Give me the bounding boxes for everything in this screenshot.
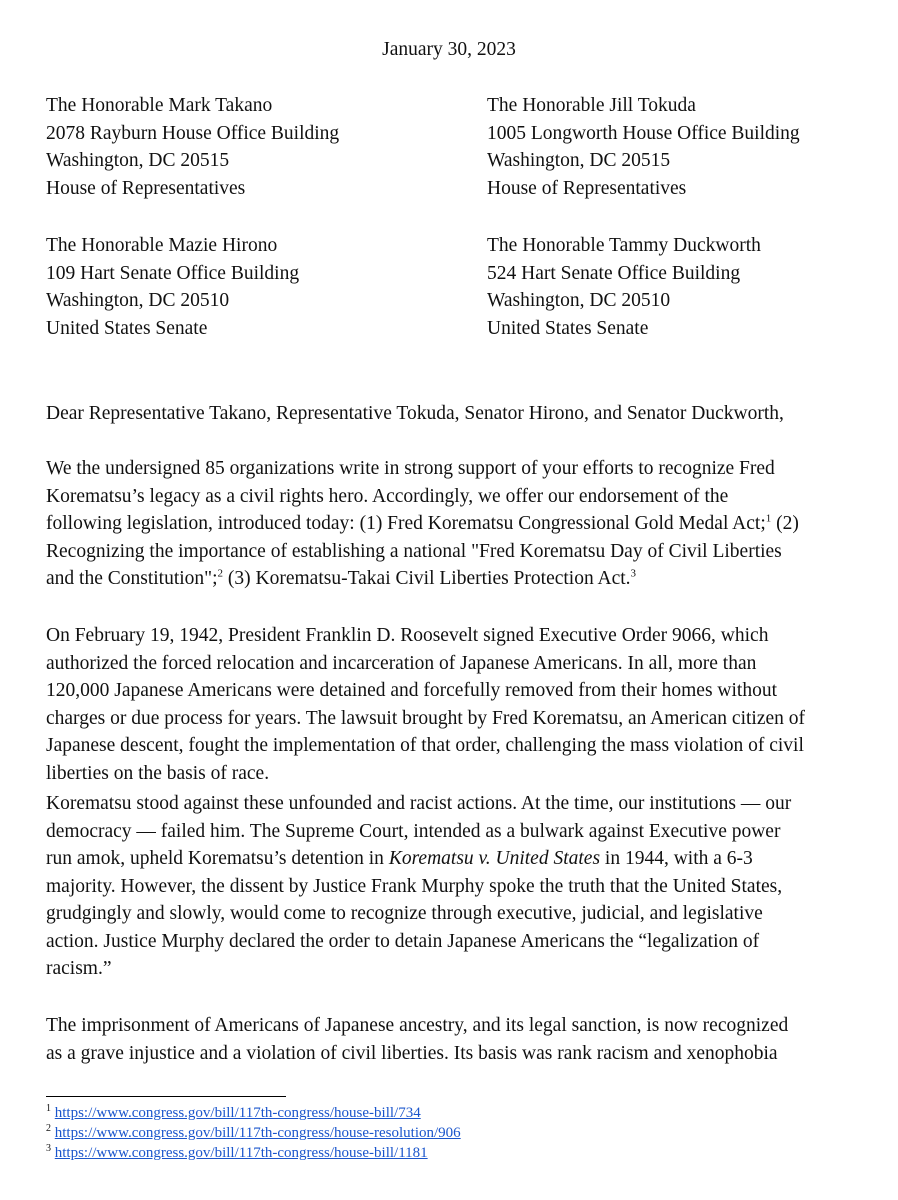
paragraph-line: charges or due process for years. The lawsuit brought by Fred Korematsu, an American citizen of [46,707,806,729]
paragraph-line [46,845,862,873]
paragraph-line: The imprisonment of Americans of Japanese ancestry, and its legal sanction, is now recognized [46,1015,789,1036]
paragraph-line: On February 19, 1942, President Franklin D. Roosevelt signed Executive Order 9066, which [46,625,769,646]
case-name: Korematsu v. United States [388,848,601,869]
line-text: in 1944, with a 6-3 [600,848,753,869]
line-text: (3) Korematsu-Takai Civil Liberties Protection Act. [223,568,631,589]
line-text: following legislation, introduced today: (1) Fred Korematsu Congressional Gold Medal Act; [46,513,766,534]
recipient-body: House of Representatives [487,177,687,199]
recipient-address-hirono [46,232,299,342]
recipient-address-tokuda [487,92,800,202]
recipient-office: 1005 Longworth House Office Building [487,122,800,144]
recipient-body: United States Senate [487,317,649,339]
recipient-city: Washington, DC 20510 [487,290,671,311]
footnote-1 [46,1103,461,1123]
footnote-ref-3: 3 [630,567,637,580]
paragraph-injustice [46,1012,862,1067]
line-text: and the Constitution"; [46,568,218,589]
recipient-city: Washington, DC 20510 [46,290,230,311]
paragraph-line: Recognizing the importance of establishing a national "Fred Korematsu Day of Civil Liberties [46,540,782,562]
footnote-ref-2: 2 [217,567,224,580]
paragraph-line [46,510,862,538]
recipient-name: The Honorable Jill Tokuda [487,95,696,116]
recipient-address-duckworth [487,232,761,342]
footnote-3 [46,1143,461,1163]
recipient-body: House of Representatives [46,177,246,199]
recipient-city: Washington, DC 20515 [46,150,230,171]
recipient-office: 109 Hart Senate Office Building [46,262,300,284]
recipient-office: 2078 Rayburn House Office Building [46,122,340,144]
paragraph-supreme-court [46,790,862,983]
recipient-name: The Honorable Mazie Hirono [46,235,278,256]
paragraph-line: Korematsu stood against these unfounded and racist actions. At the time, our institutions — our [46,793,792,814]
footnote-number: 3 [46,1143,51,1154]
paragraph-line: authorized the forced relocation and incarceration of Japanese Americans. In all, more than [46,652,757,674]
paragraph-executive-order [46,622,862,787]
paragraph-line [46,565,862,593]
paragraph-line: 120,000 Japanese Americans were detained and forcefully removed from their homes without [46,680,778,701]
paragraph-line: grudgingly and slowly, would come to recognize through executive, judicial, and legislative [46,903,763,924]
recipient-name: The Honorable Mark Takano [46,95,273,116]
footnotes [46,1103,461,1163]
salutation-text: Dear Representative Takano, Representative Tokuda, Senator Hirono, and Senator Duckworth, [46,403,784,424]
paragraph-line: majority. However, the dissent by Justice Frank Murphy spoke the truth that the United States, [46,875,783,897]
paragraph-line: racism.” [46,958,112,979]
recipient-city: Washington, DC 20515 [487,150,671,171]
paragraph-line: action. Justice Murphy declared the order to detain Japanese Americans the “legalization of [46,930,760,952]
footnote-link-1[interactable]: https://www.congress.gov/bill/117th-congress/house-bill/734 [54,1105,421,1121]
footnote-link-2[interactable]: https://www.congress.gov/bill/117th-congress/house-resolution/906 [54,1125,461,1141]
footnote-number: 2 [46,1123,51,1134]
recipient-office: 524 Hart Senate Office Building [487,262,741,284]
line-text: run amok, upheld Korematsu’s detention in [46,848,389,869]
footnote-link-3[interactable]: https://www.congress.gov/bill/117th-congress/house-bill/1181 [54,1145,428,1161]
paragraph-line: as a grave injustice and a violation of civil liberties. Its basis was rank racism and xenophobia [46,1042,778,1064]
paragraph-line: Japanese descent, fought the implementation of that order, challenging the mass violation of civil [46,735,804,756]
paragraph-endorsement [46,455,862,593]
salutation [46,400,862,428]
paragraph-line: liberties on the basis of race. [46,762,270,784]
paragraph-line: democracy — failed him. The Supreme Court, intended as a bulwark against Executive power [46,820,781,842]
footnote-number: 1 [46,1103,51,1114]
paragraph-line: We the undersigned 85 organizations write in strong support of your efforts to recognize Fred [46,458,775,479]
recipient-body: United States Senate [46,317,208,339]
recipient-name: The Honorable Tammy Duckworth [487,235,761,256]
footnote-ref-1: 1 [765,512,772,525]
footnote-divider [46,1096,286,1097]
footnote-2 [46,1123,461,1143]
paragraph-line: Korematsu’s legacy as a civil rights hero. Accordingly, we offer our endorsement of the [46,485,729,507]
letter-date: January 30, 2023 [382,39,516,60]
recipient-address-takano [46,92,339,202]
line-text: (2) [771,513,799,534]
